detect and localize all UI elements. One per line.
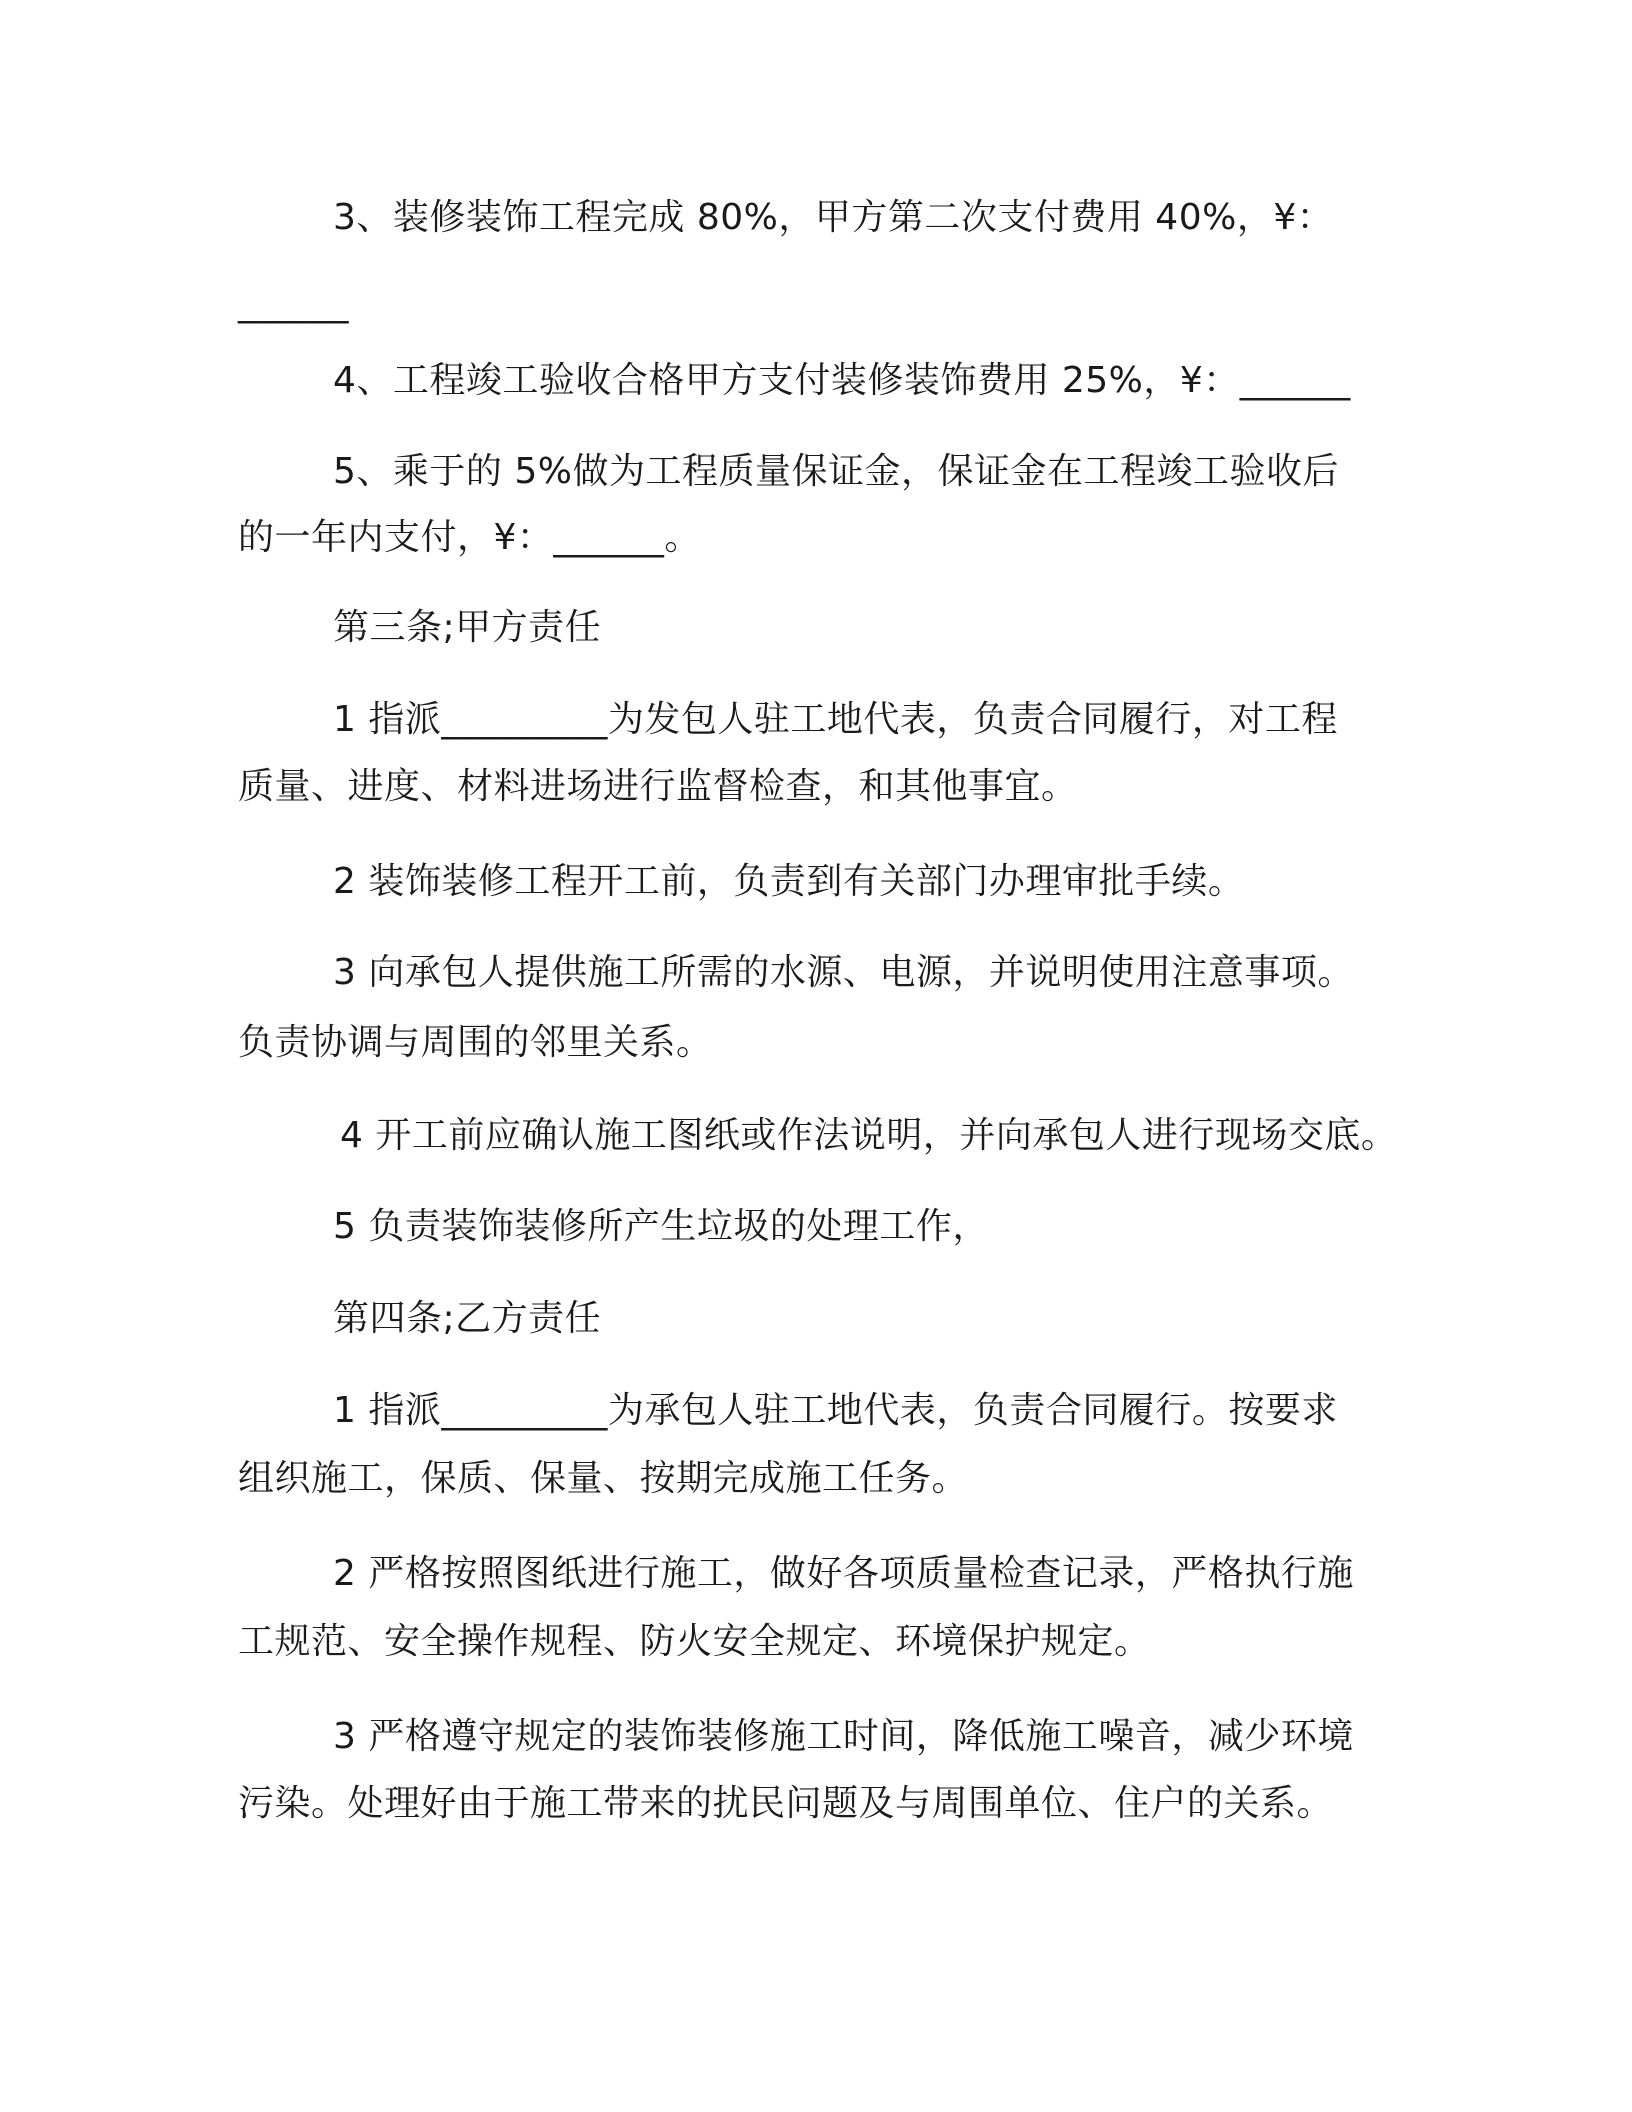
- text-line: 负责协调与周围的邻里关系。: [238, 1022, 713, 1063]
- text-line: 的一年内支付，¥：______。: [238, 517, 701, 558]
- text-line: ______: [238, 283, 349, 324]
- text-line: 2 严格按照图纸进行施工，做好各项质量检查记录，严格执行施: [333, 1553, 1354, 1594]
- text-line: 3 向承包人提供施工所需的水源、电源，并说明使用注意事项。: [333, 952, 1354, 993]
- text-line: 组织施工，保质、保量、按期完成施工任务。: [238, 1458, 969, 1499]
- text-line: 质量、进度、材料进场进行监督检查，和其他事宜。: [238, 766, 1078, 807]
- section-heading: 第四条;乙方责任: [333, 1298, 602, 1339]
- text-line: 1 指派_________为承包人驻工地代表，负责合同履行。按要求: [333, 1390, 1338, 1431]
- section-heading: 第三条;甲方责任: [333, 607, 602, 648]
- text-line: 污染。处理好由于施工带来的扰民问题及与周围单位、住户的关系。: [238, 1783, 1334, 1824]
- text-line: 5 负责装饰装修所产生垃圾的处理工作，: [333, 1206, 989, 1247]
- text-line: 3 严格遵守规定的装饰装修施工时间，降低施工噪音，减少环境: [333, 1716, 1354, 1757]
- text-line: 4、工程竣工验收合格甲方支付装修装饰费用 25%，¥：______: [333, 360, 1351, 401]
- text-line: 工规范、安全操作规程、防火安全规定、环境保护规定。: [238, 1621, 1151, 1662]
- text-line: 1 指派_________为发包人驻工地代表，负责合同履行，对工程: [333, 699, 1338, 740]
- text-line: 4 开工前应确认施工图纸或作法说明，并向承包人进行现场交底。: [340, 1115, 1398, 1156]
- text-line: 5、乘于的 5%做为工程质量保证金，保证金在工程竣工验收后: [333, 451, 1339, 492]
- text-line: 2 装饰装修工程开工前，负责到有关部门办理审批手续。: [333, 861, 1245, 902]
- text-line: 3、装修装饰工程完成 80%，甲方第二次支付费用 40%，¥：: [333, 197, 1334, 238]
